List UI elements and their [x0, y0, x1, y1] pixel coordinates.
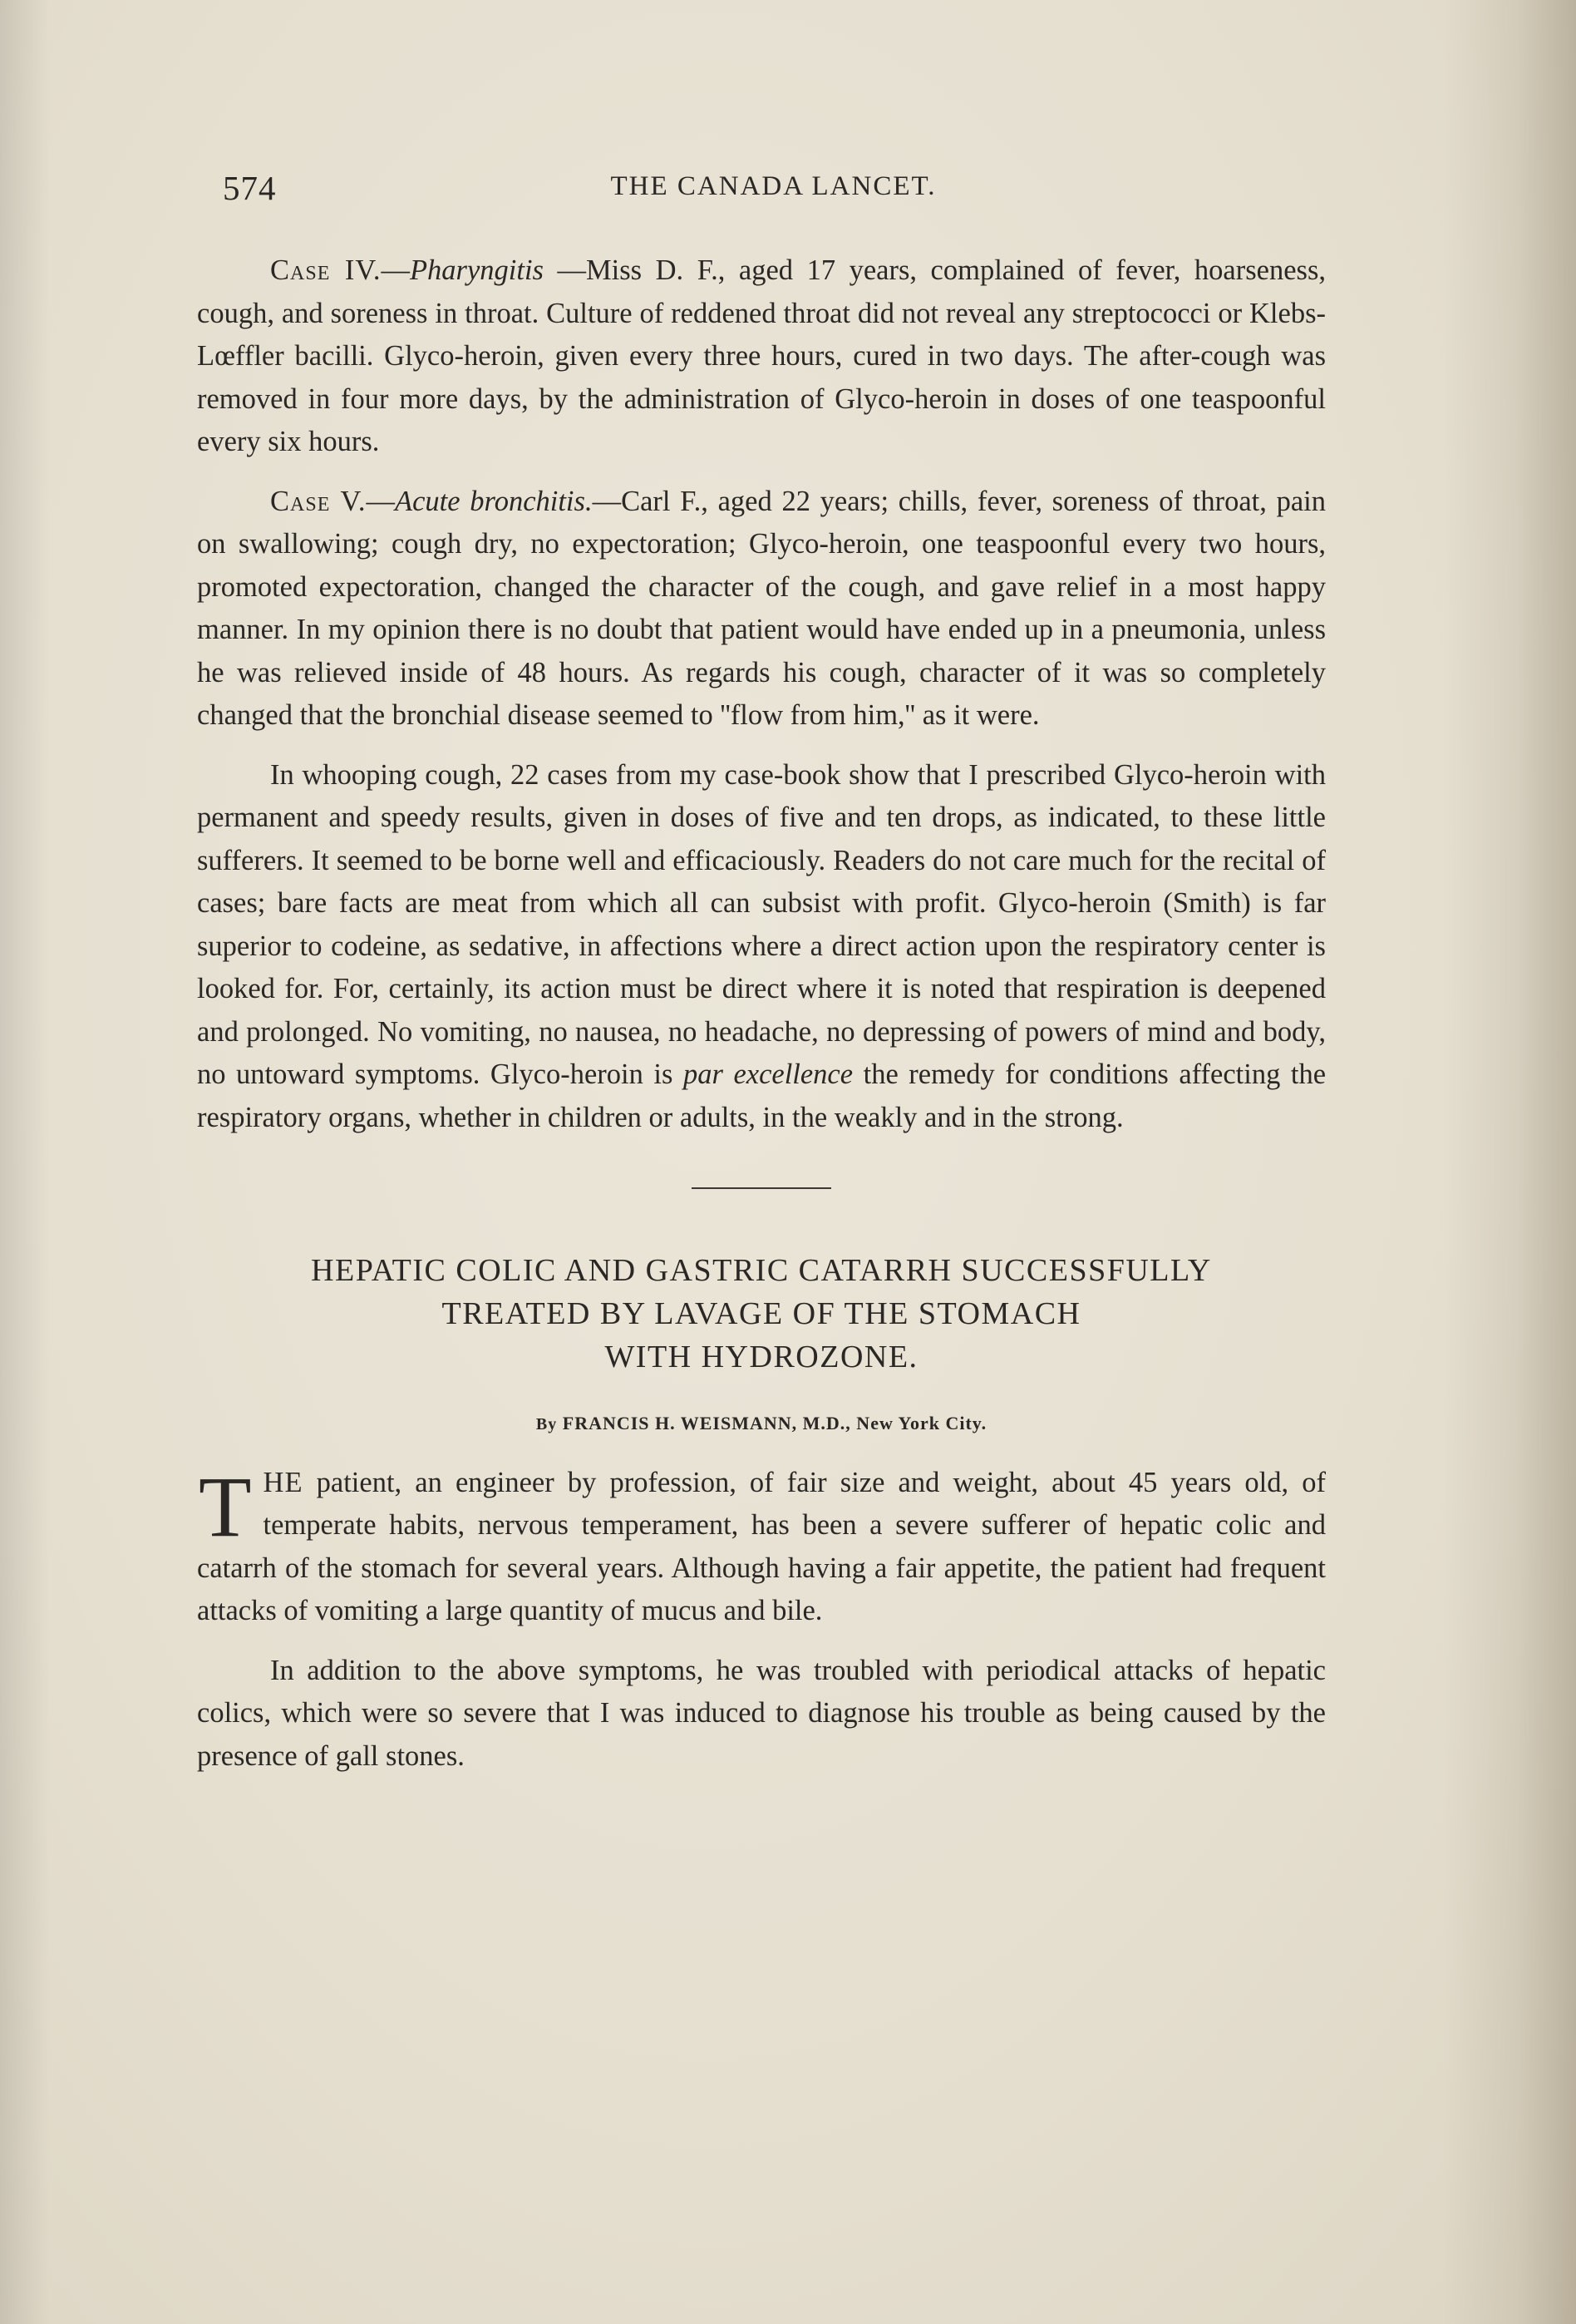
article-title-line-3: WITH HYDROZONE. — [604, 1340, 919, 1374]
case-iv-label: Case IV. — [270, 254, 382, 286]
case-iv-title: Pharyngitis — [409, 254, 544, 286]
case-v-title: Acute bronchitis. — [395, 485, 593, 517]
section-divider — [692, 1187, 831, 1189]
whooping-emphasis: par excellence — [682, 1058, 854, 1090]
first-word-rest: HE — [263, 1466, 303, 1498]
article-paragraph-2: In addition to the above symptoms, he was troubled with periodical attacks of hepatic colics, which were so severe that I was induced to diagnose his trouble as being caused by the presence of gall stones. — [197, 1654, 1326, 1772]
whooping-text-before: In whooping cough, 22 cases from my case-book show that I prescribed Glyco-heroin with permanent and speedy results, given in doses of five and ten drops, as indicated, to these little sufferers. It seemed to be borne well and efficaciously. Readers do not care much for the recital of cases; bare facts are meat from which all can subsist with profit. Glyco-heroin (Smith) is far superior to codeine, as sedative, in affections where a direct action upon the respiratory center is looked for. For, certainly, its action must be direct where it is noted that respiration is deepened and prolonged. No vomiting, no nausea, no headache, no depressing of powers of mind and body, no untoward symptoms. Glyco-heroin is — [197, 758, 1326, 1090]
drop-cap: T — [199, 1458, 252, 1555]
case-iv-text: —Miss D. F., aged 17 years, complained of fever, hoarseness, cough, and soreness in throat. Culture of reddened throat did not reveal any streptococci or Klebs-Lœffler bacilli. Glyco-heroin, given every three hours, cured in two days. The after-cough was removed in four more days, by the administration of Glyco-heroin in doses of one teaspoonful every six hours. — [197, 254, 1326, 457]
byline-prefix: By — [535, 1415, 558, 1433]
running-header — [223, 168, 1324, 218]
case-iv-paragraph: Case IV.—Pharyngitis —Miss D. F., aged 17 years, complained of fever, hoarseness, cough, and soreness in throat. Culture of reddened throat did not reveal any streptococci or Klebs-Lœffler bacilli. Glyco-heroin, given every three hours, cured in two days. The after-cough was removed in four more days, by the administration of Glyco-heroin in doses of one teaspoonful every six hours. — [197, 254, 1326, 457]
article-title — [197, 1249, 1326, 1379]
whooping-text-after: the remedy for conditions affecting the respiratory organs, whether in children or adults, in the weakly and in the strong. — [197, 1058, 1327, 1133]
byline-author: FRANCIS H. WEISMANN, M.D., New York City. — [562, 1413, 987, 1433]
page-body — [197, 249, 1326, 1778]
page-number: 574 — [223, 169, 277, 207]
whooping-cough-paragraph — [197, 754, 1326, 1140]
article-title-line-2: TREATED BY LAVAGE OF THE STOMACH — [441, 1296, 1081, 1331]
case-v-label: Case V. — [270, 485, 367, 517]
case-v-paragraph: Case V.—Acute bronchitis.—Carl F., aged 22 years; chills, fever, soreness of throat, pain on swallowing; cough dry, no expectoration; Glyco-heroin, one teaspoonful every two hours, promoted expectoration, changed the character of the cough, and gave relief in a most happy manner. In my opinion there is no doubt that patient would have ended up in a pneumonia, unless he was relieved inside of 48 hours. As regards his cough, character of it was so completely changed that the bronchial disease seemed to ''flow from him,'' as it were. — [197, 485, 1326, 731]
case-v-text: —Carl F., aged 22 years; chills, fever, soreness of throat, pain on swallowing; cough dry, no expectoration; Glyco-heroin, one teaspoonful every two hours, promoted expectoration, changed the character of the cough, and gave relief in a most happy manner. In my opinion there is no doubt that patient would have ended up in a pneumonia, unless he was relieved inside of 48 hours. As regards his cough, character of it was so completely changed that the bronchial disease seemed to ''flow from him,'' as it were. — [197, 485, 1326, 731]
article-title-line-1: HEPATIC COLIC AND GASTRIC CATARRH SUCCESSFULLY — [311, 1253, 1212, 1288]
article-paragraph-1 — [197, 1458, 1326, 1633]
journal-title: THE CANADA LANCET. — [610, 171, 937, 201]
article-byline — [197, 1402, 1326, 1447]
article-paragraph-1-text: patient, an engineer by profession, of fair size and weight, about 45 years old, of temperate habits, nervous temperament, has been a severe sufferer of hepatic colic and catarrh of the stomach for several years. Although having a fair appetite, the patient had frequent attacks of vomiting a large quantity of mucus and bile. — [197, 1466, 1326, 1626]
